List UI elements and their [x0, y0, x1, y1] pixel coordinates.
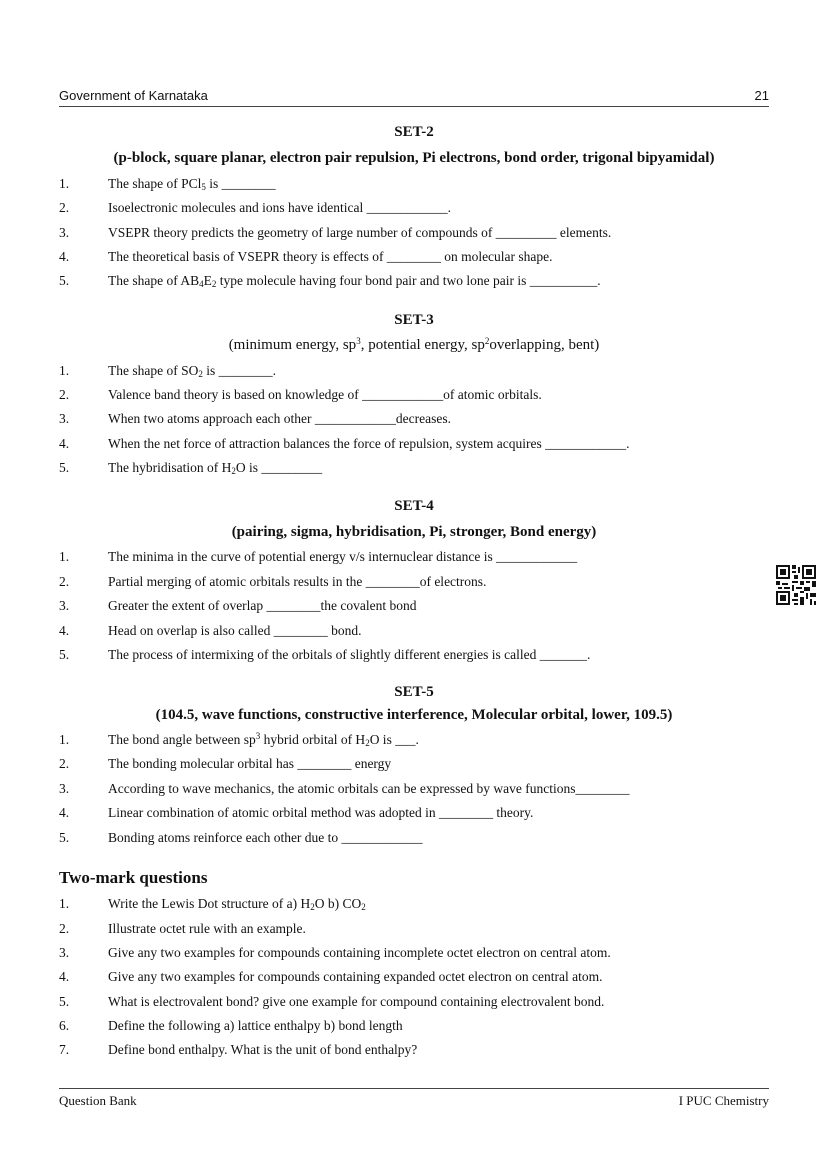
question-number: 5.	[59, 273, 70, 288]
question-number: 5.	[59, 647, 70, 662]
question-number: 1.	[59, 176, 70, 191]
qr-code-icon	[776, 565, 816, 605]
two-mark-question-4	[59, 969, 769, 989]
set5-question-1	[59, 732, 769, 752]
set4-title: SET-4	[394, 498, 434, 514]
question-text: When the net force of attraction balances the force of repulsion, system acquires ____________.	[108, 436, 630, 451]
set5-word-list: (104.5, wave functions, constructive interference, Molecular orbital, lower, 109.5)	[155, 707, 673, 723]
question-text: Illustrate octet rule with an example.	[108, 921, 306, 936]
question-number: 5.	[59, 994, 70, 1009]
question-number: 4.	[59, 436, 70, 451]
question-text: Greater the extent of overlap ________the covalent bond	[108, 598, 417, 613]
question-number: 3.	[59, 411, 70, 426]
question-text: The shape of $AB_4E_2$ type molecule having four bond pair and two lone pair is __________.	[108, 273, 601, 289]
question-number: 7.	[59, 1042, 70, 1057]
set5-question-5	[59, 830, 769, 850]
question-text: Valence band theory is based on knowledge of ____________of atomic orbitals.	[108, 387, 542, 402]
question-text: Give any two examples for compounds containing incomplete octet electron on central atom.	[108, 945, 611, 960]
question-text: The shape of PCl$_5$ is ________	[108, 176, 276, 192]
question-text: The process of intermixing of the orbitals of slightly different energies is called _______.	[108, 647, 591, 662]
set3-question-3	[59, 411, 769, 431]
question-text: VSEPR theory predicts the geometry of large number of compounds of _________ elements.	[108, 225, 612, 240]
question-text: Write the Lewis Dot structure of a) $H_2O$ b) $CO_2$	[108, 896, 366, 912]
question-number: 4.	[59, 969, 70, 984]
set5-title: SET-5	[394, 684, 434, 700]
set3-question-5	[59, 460, 769, 480]
two-mark-question-5	[59, 994, 769, 1014]
set4-question-4	[59, 623, 769, 643]
set2-title: SET-2	[394, 124, 434, 140]
question-number: 2.	[59, 387, 70, 402]
question-text: The theoretical basis of VSEPR theory is effects of ________ on molecular shape.	[108, 249, 553, 264]
footer-subject: I PUC Chemistry	[678, 1093, 769, 1108]
question-number: 2.	[59, 200, 70, 215]
question-text: The bond angle between $sp^3$ hybrid orbital of $H_2O$ is ___.	[108, 731, 419, 748]
question-text: Isoelectronic molecules and ions have identical ____________.	[108, 200, 452, 215]
two-mark-question-1	[59, 896, 769, 916]
question-text: According to wave mechanics, the atomic orbitals can be expressed by wave functions________	[108, 781, 630, 796]
two-mark-section-title: Two-mark questions	[59, 868, 208, 887]
question-number: 3.	[59, 598, 70, 613]
question-text: The bonding molecular orbital has ________ energy	[108, 756, 392, 771]
page-number: 21	[754, 88, 769, 103]
set3-word-list: (minimum energy, $sp^3$, potential energy, $sp^2overlapping$, bent)	[228, 336, 600, 353]
question-number: 3.	[59, 225, 70, 240]
question-number: 1.	[59, 896, 70, 911]
set3-question-1	[59, 363, 769, 383]
question-number: 6.	[59, 1018, 70, 1033]
question-number: 4.	[59, 623, 70, 638]
set2-question-1	[59, 176, 769, 196]
page-footer	[59, 1088, 769, 1111]
question-text: What is electrovalent bond? give one example for compound containing electrovalent bond.	[108, 994, 605, 1009]
question-text: Partial merging of atomic orbitals results in the ________of electrons.	[108, 574, 487, 589]
question-number: 5.	[59, 460, 70, 475]
question-number: 1.	[59, 732, 70, 747]
two-mark-question-2	[59, 921, 769, 941]
question-number: 4.	[59, 249, 70, 264]
two-mark-question-3	[59, 945, 769, 965]
set4-question-2	[59, 574, 769, 594]
question-number: 2.	[59, 574, 70, 589]
set4-question-5	[59, 647, 769, 667]
set3-title: SET-3	[394, 312, 434, 328]
question-number: 3.	[59, 945, 70, 960]
footer-document-type: Question Bank	[59, 1093, 137, 1108]
question-text: The minima in the curve of potential energy v/s internuclear distance is ____________	[108, 549, 578, 564]
question-number: 4.	[59, 805, 70, 820]
set4-question-3	[59, 598, 769, 618]
set5-question-2	[59, 756, 769, 776]
question-text: Give any two examples for compounds containing expanded octet electron on central atom.	[108, 969, 603, 984]
set2-word-list: (p-block, square planar, electron pair repulsion, Pi electrons, bond order, trigonal bipyamidal)	[113, 150, 715, 166]
header-organization: Government of Karnataka	[59, 88, 208, 103]
question-text: Define bond enthalpy. What is the unit of bond enthalpy?	[108, 1042, 418, 1057]
question-number: 2.	[59, 756, 70, 771]
question-text: The hybridisation of $H_2O$ is _________	[108, 460, 323, 476]
question-text: Head on overlap is also called ________ bond.	[108, 623, 362, 638]
two-mark-question-6	[59, 1018, 769, 1038]
set5-question-3	[59, 781, 769, 801]
question-text: When two atoms approach each other ____________decreases.	[108, 411, 452, 426]
set2-question-4	[59, 249, 769, 269]
question-number: 2.	[59, 921, 70, 936]
page-header	[59, 86, 769, 107]
set2-question-5	[59, 273, 769, 293]
question-text: Bonding atoms reinforce each other due to ____________	[108, 830, 423, 845]
set4-question-1	[59, 549, 769, 569]
question-number: 3.	[59, 781, 70, 796]
question-number: 5.	[59, 830, 70, 845]
question-text: The shape of $SO_2$ is ________.	[108, 363, 276, 379]
two-mark-question-7	[59, 1042, 769, 1062]
set3-question-2	[59, 387, 769, 407]
question-number: 1.	[59, 363, 70, 378]
set2-question-3	[59, 225, 769, 245]
question-number: 1.	[59, 549, 70, 564]
set4-word-list: (pairing, sigma, hybridisation, Pi, stronger, Bond energy)	[231, 524, 597, 540]
question-text: Linear combination of atomic orbital method was adopted in ________ theory.	[108, 805, 534, 820]
set5-question-4	[59, 805, 769, 825]
set3-question-4	[59, 436, 769, 456]
question-text: Define the following a) lattice enthalpy b) bond length	[108, 1018, 403, 1033]
set2-question-2	[59, 200, 769, 220]
